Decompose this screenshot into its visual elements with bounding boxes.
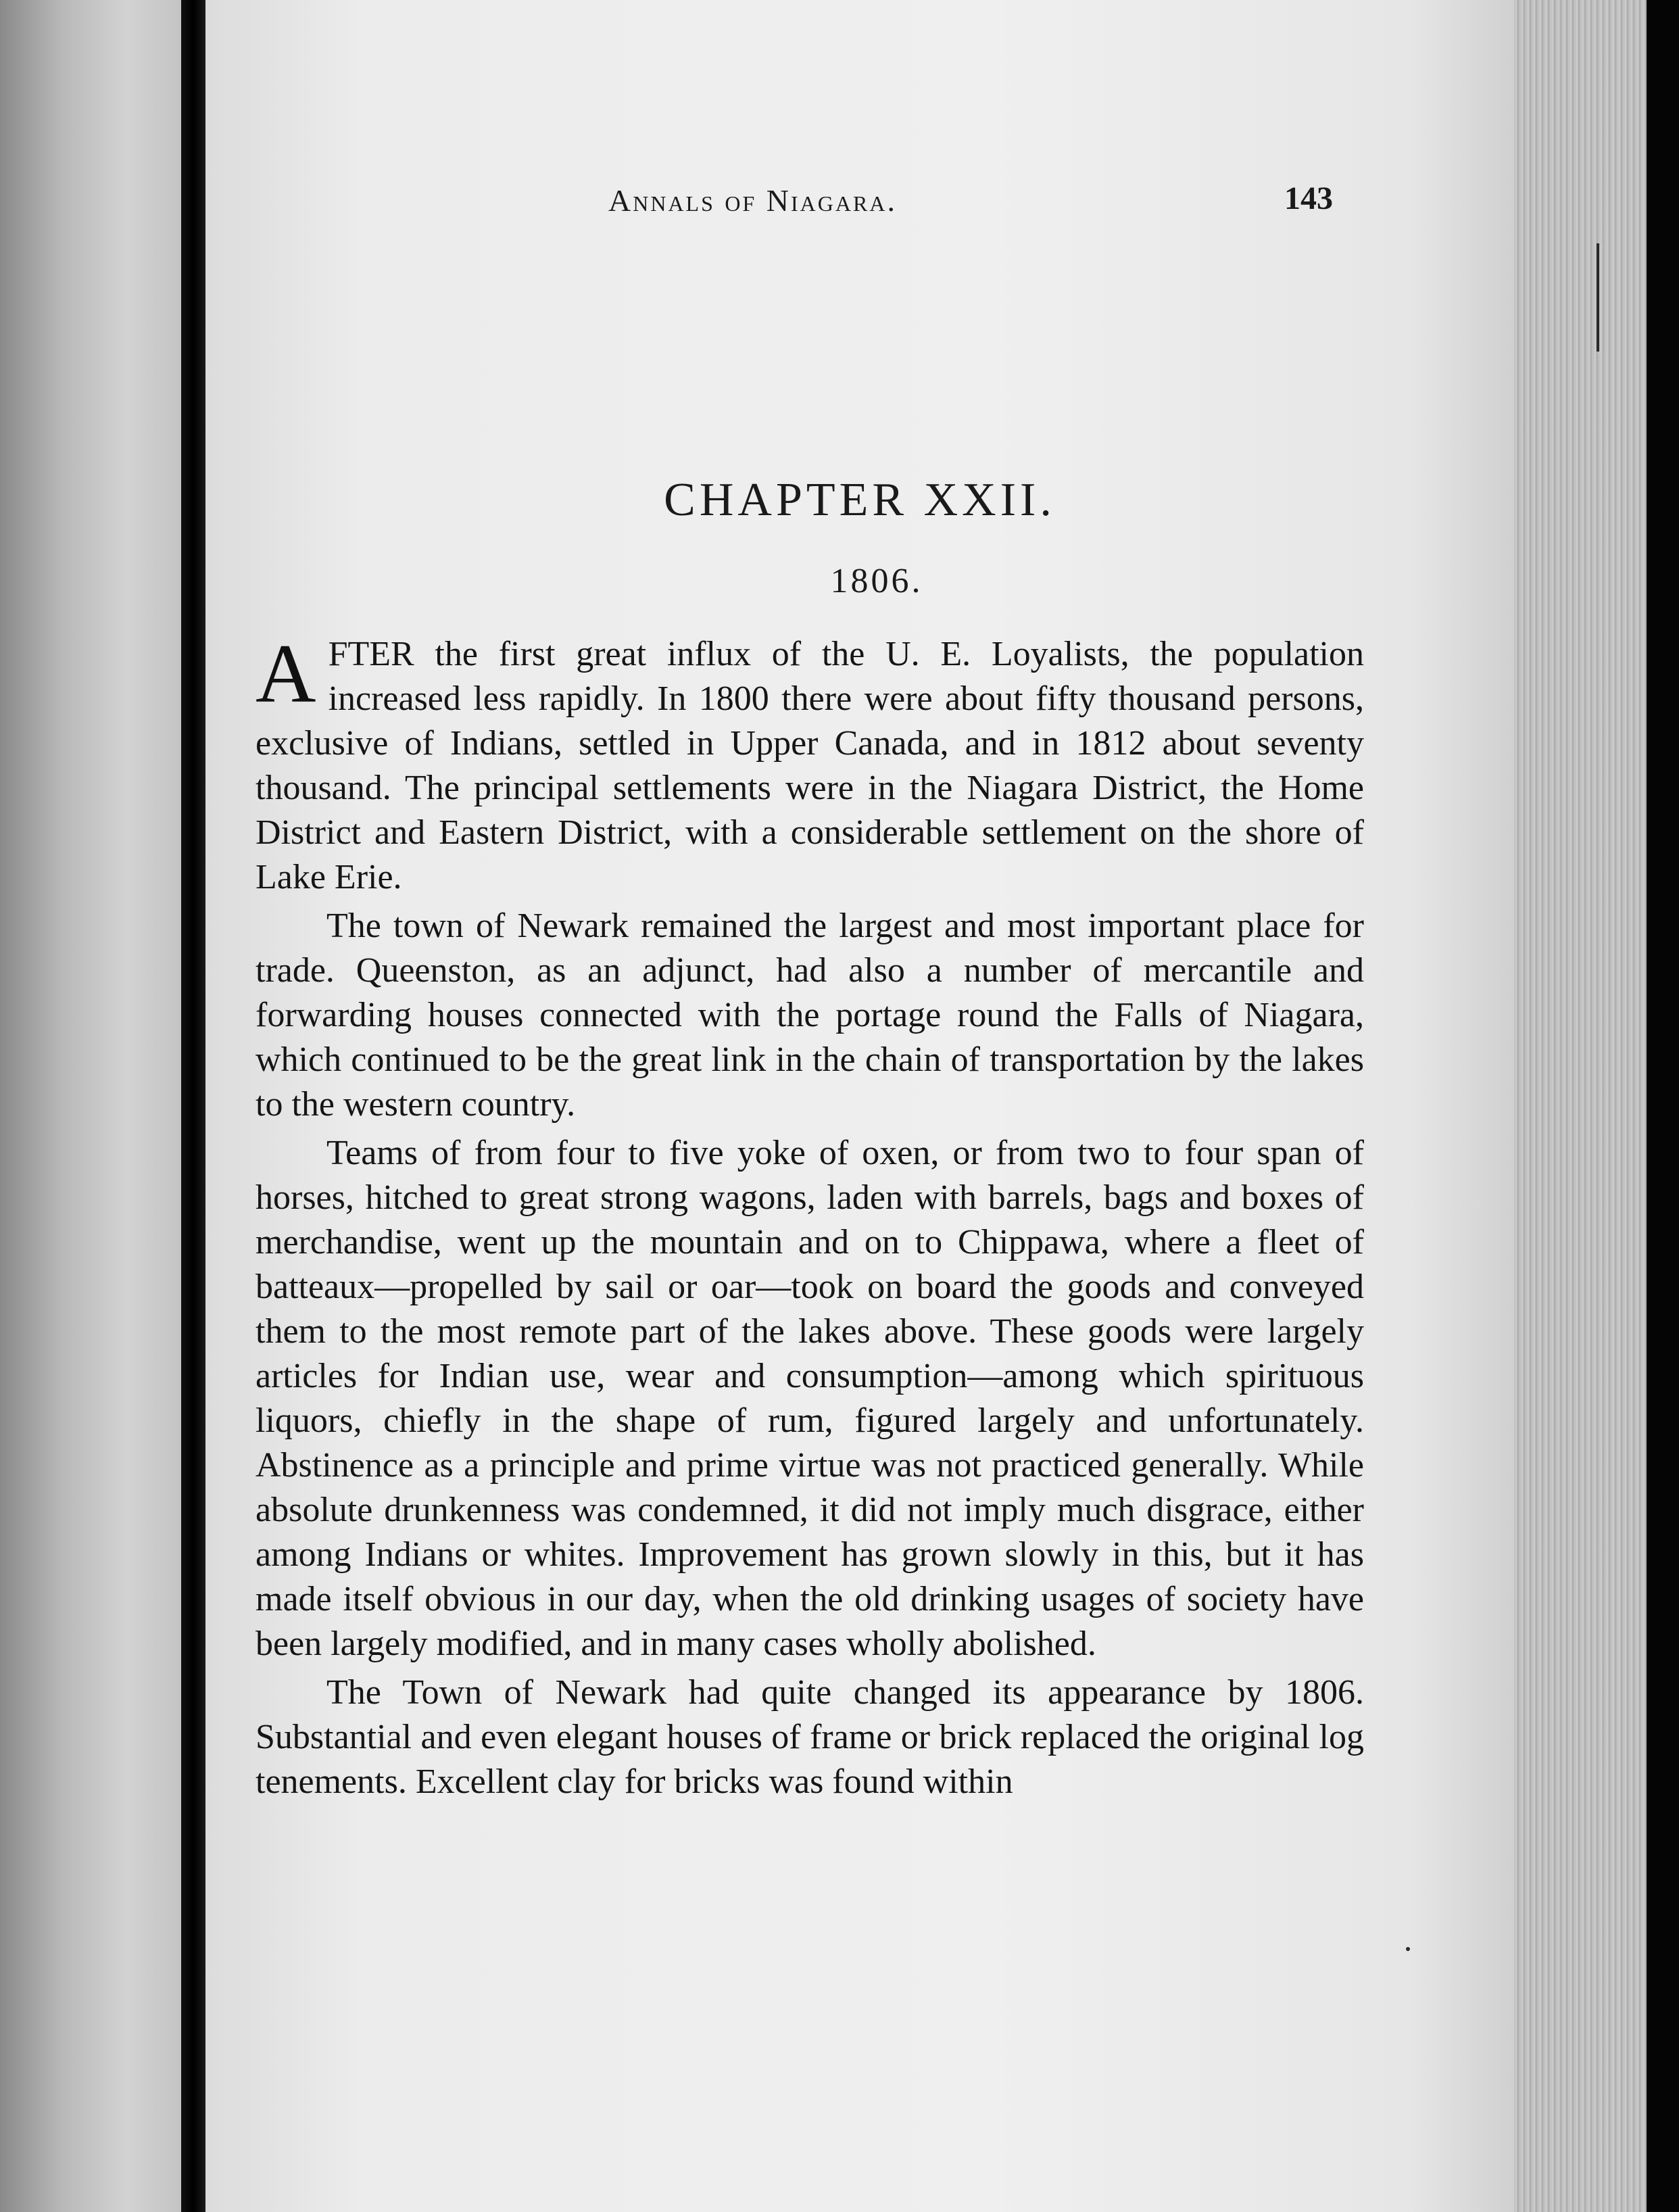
running-title: Annals of Niagara. [608, 183, 897, 218]
page-number: 143 [1284, 181, 1333, 216]
chapter-title: CHAPTER XXII. [664, 474, 1056, 526]
book-gutter [181, 0, 205, 2212]
body-text [256, 627, 1364, 1808]
stacked-page-edges [1514, 0, 1647, 2212]
scan-mark [1406, 1947, 1410, 1951]
drop-cap: A [256, 627, 316, 720]
paragraph-1 [256, 627, 1364, 900]
paragraph-3: Teams of from four to five yoke of oxen, or from two to four span of horses, hitched to great strong wagons, laden with barrels, bags and boxes of merchandise, went up the mountain and on to Chippawa, where a fleet of batteaux—propelled by sail or oar—took on board the goods and conveyed them to the most remote part of the lakes above. These goods were largely articles for Indian use, wear and consumption—among which spirituous liquors, chiefly in the shape of rum, figured largely and unfortunately. Abstinence as a principle and prime virtue was not practiced generally. While absolute drunkenness was condemned, it did not imply much disgrace, either among Indians or whites. Improvement has grown slowly in this, but it has made itself obvious in our day, when the old drinking usages of society have been largely modified, and in many cases wholly abolished. [256, 1134, 1364, 1663]
paragraph-1-text: FTER the first great influx of the U. E. Loyalists, the population increased less rapidly. In 1800 there were about fifty thousand persons, exclusive of Indians, settled in Upper Canada, and in 1812 about seventy thousand. The principal settlements were in the Niagara District, the Home District and Eastern District, with a considerable settlement on the shore of Lake Erie. [256, 635, 1364, 896]
paragraph-2: The town of Newark remained the largest and most important place for trade. Queenston, as an adjunct, had also a number of mercantile and forwarding houses connected with the portage round the Falls of Niagara, which continued to be the great link in the chain of transportation by the lakes to the western country. [256, 907, 1364, 1124]
scan-mark [1597, 243, 1599, 352]
chapter-year: 1806. [830, 562, 923, 600]
paragraph-4: The Town of Newark had quite changed its appearance by 1806. Substantial and even elegant houses of frame or brick replaced the original log tenements. Excellent clay for bricks was found within [256, 1673, 1364, 1801]
scan-border [1647, 0, 1679, 2212]
previous-page-edge [0, 0, 181, 2212]
